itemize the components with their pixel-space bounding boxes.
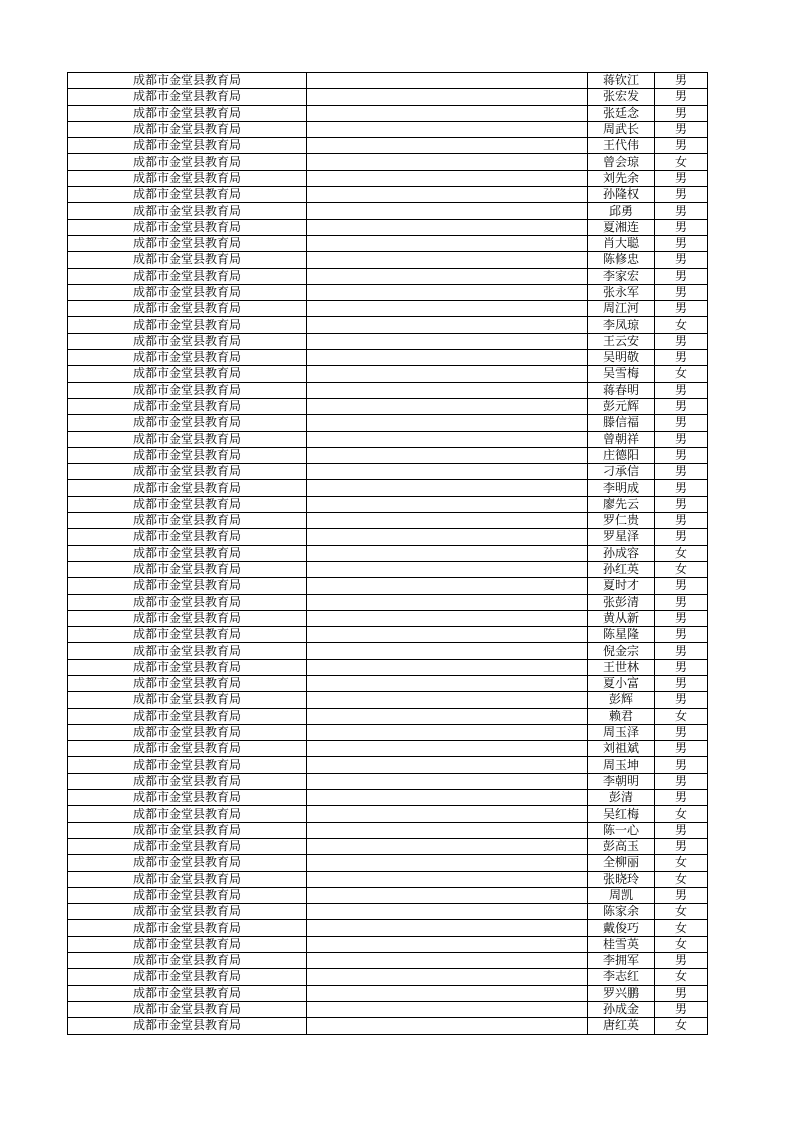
empty-cell bbox=[307, 838, 588, 854]
unit-cell: 成都市金堂县教育局 bbox=[68, 969, 307, 985]
name-cell: 戴俊巧 bbox=[588, 920, 655, 936]
sex-cell: 男 bbox=[655, 773, 708, 789]
unit-cell: 成都市金堂县教育局 bbox=[68, 382, 307, 398]
empty-cell bbox=[307, 513, 588, 529]
name-cell: 周玉坤 bbox=[588, 757, 655, 773]
empty-cell bbox=[307, 675, 588, 691]
sex-cell: 男 bbox=[655, 741, 708, 757]
name-cell: 李明成 bbox=[588, 480, 655, 496]
sex-cell: 女 bbox=[655, 806, 708, 822]
table-row bbox=[68, 708, 708, 724]
table-row bbox=[68, 513, 708, 529]
name-cell: 孙红英 bbox=[588, 561, 655, 577]
table-row bbox=[68, 871, 708, 887]
sex-cell: 女 bbox=[655, 920, 708, 936]
table-row bbox=[68, 317, 708, 333]
name-cell: 彭元辉 bbox=[588, 398, 655, 414]
name-cell: 夏湘连 bbox=[588, 219, 655, 235]
empty-cell bbox=[307, 578, 588, 594]
sex-cell: 男 bbox=[655, 235, 708, 251]
empty-cell bbox=[307, 415, 588, 431]
name-cell: 夏小富 bbox=[588, 675, 655, 691]
sex-cell: 男 bbox=[655, 610, 708, 626]
table-row bbox=[68, 170, 708, 186]
table-row bbox=[68, 1001, 708, 1017]
empty-cell bbox=[307, 464, 588, 480]
unit-cell: 成都市金堂县教育局 bbox=[68, 985, 307, 1001]
unit-cell: 成都市金堂县教育局 bbox=[68, 235, 307, 251]
table-row bbox=[68, 154, 708, 170]
unit-cell: 成都市金堂县教育局 bbox=[68, 627, 307, 643]
sex-cell: 男 bbox=[655, 219, 708, 235]
unit-cell: 成都市金堂县教育局 bbox=[68, 89, 307, 105]
name-cell: 周武长 bbox=[588, 121, 655, 137]
unit-cell: 成都市金堂县教育局 bbox=[68, 431, 307, 447]
table-row bbox=[68, 920, 708, 936]
name-cell: 陈星隆 bbox=[588, 627, 655, 643]
name-cell: 周江河 bbox=[588, 301, 655, 317]
empty-cell bbox=[307, 447, 588, 463]
name-cell: 桂雪英 bbox=[588, 936, 655, 952]
sex-cell: 女 bbox=[655, 317, 708, 333]
name-cell: 孙隆权 bbox=[588, 187, 655, 203]
name-cell: 吴明敬 bbox=[588, 350, 655, 366]
table-row bbox=[68, 675, 708, 691]
table-row bbox=[68, 545, 708, 561]
sex-cell: 男 bbox=[655, 724, 708, 740]
empty-cell bbox=[307, 741, 588, 757]
name-cell: 刘祖斌 bbox=[588, 741, 655, 757]
table-row bbox=[68, 73, 708, 89]
table-row bbox=[68, 268, 708, 284]
table-row bbox=[68, 953, 708, 969]
empty-cell bbox=[307, 219, 588, 235]
name-cell: 蒋春明 bbox=[588, 382, 655, 398]
unit-cell: 成都市金堂县教育局 bbox=[68, 73, 307, 89]
name-cell: 陈修忠 bbox=[588, 252, 655, 268]
table-row bbox=[68, 822, 708, 838]
name-cell: 张晓玲 bbox=[588, 871, 655, 887]
empty-cell bbox=[307, 382, 588, 398]
name-cell: 吴红梅 bbox=[588, 806, 655, 822]
unit-cell: 成都市金堂县教育局 bbox=[68, 822, 307, 838]
name-cell: 张宏发 bbox=[588, 89, 655, 105]
unit-cell: 成都市金堂县教育局 bbox=[68, 447, 307, 463]
sex-cell: 男 bbox=[655, 594, 708, 610]
empty-cell bbox=[307, 480, 588, 496]
name-cell: 李拥军 bbox=[588, 953, 655, 969]
name-cell: 刁承信 bbox=[588, 464, 655, 480]
name-cell: 孙成容 bbox=[588, 545, 655, 561]
unit-cell: 成都市金堂县教育局 bbox=[68, 724, 307, 740]
table-row bbox=[68, 627, 708, 643]
sex-cell: 男 bbox=[655, 887, 708, 903]
unit-cell: 成都市金堂县教育局 bbox=[68, 838, 307, 854]
unit-cell: 成都市金堂县教育局 bbox=[68, 904, 307, 920]
sex-cell: 男 bbox=[655, 675, 708, 691]
empty-cell bbox=[307, 398, 588, 414]
sex-cell: 女 bbox=[655, 154, 708, 170]
sex-cell: 男 bbox=[655, 398, 708, 414]
sex-cell: 女 bbox=[655, 871, 708, 887]
sex-cell: 男 bbox=[655, 301, 708, 317]
table-row bbox=[68, 1018, 708, 1034]
table-row bbox=[68, 333, 708, 349]
table-row bbox=[68, 741, 708, 757]
sex-cell: 男 bbox=[655, 73, 708, 89]
unit-cell: 成都市金堂县教育局 bbox=[68, 773, 307, 789]
name-cell: 蒋钦江 bbox=[588, 73, 655, 89]
empty-cell bbox=[307, 936, 588, 952]
unit-cell: 成都市金堂县教育局 bbox=[68, 936, 307, 952]
empty-cell bbox=[307, 284, 588, 300]
unit-cell: 成都市金堂县教育局 bbox=[68, 708, 307, 724]
sex-cell: 男 bbox=[655, 790, 708, 806]
empty-cell bbox=[307, 545, 588, 561]
sex-cell: 男 bbox=[655, 415, 708, 431]
name-cell: 夏时才 bbox=[588, 578, 655, 594]
sex-cell: 男 bbox=[655, 89, 708, 105]
sex-cell: 男 bbox=[655, 203, 708, 219]
name-cell: 张廷念 bbox=[588, 105, 655, 121]
unit-cell: 成都市金堂县教育局 bbox=[68, 317, 307, 333]
empty-cell bbox=[307, 366, 588, 382]
sex-cell: 男 bbox=[655, 822, 708, 838]
empty-cell bbox=[307, 594, 588, 610]
name-cell: 全柳丽 bbox=[588, 855, 655, 871]
name-cell: 周玉泽 bbox=[588, 724, 655, 740]
unit-cell: 成都市金堂县教育局 bbox=[68, 464, 307, 480]
empty-cell bbox=[307, 855, 588, 871]
unit-cell: 成都市金堂县教育局 bbox=[68, 138, 307, 154]
empty-cell bbox=[307, 1001, 588, 1017]
unit-cell: 成都市金堂县教育局 bbox=[68, 741, 307, 757]
unit-cell: 成都市金堂县教育局 bbox=[68, 561, 307, 577]
sex-cell: 男 bbox=[655, 643, 708, 659]
unit-cell: 成都市金堂县教育局 bbox=[68, 513, 307, 529]
sex-cell: 男 bbox=[655, 252, 708, 268]
empty-cell bbox=[307, 985, 588, 1001]
table-row bbox=[68, 985, 708, 1001]
unit-cell: 成都市金堂县教育局 bbox=[68, 953, 307, 969]
sex-cell: 男 bbox=[655, 578, 708, 594]
empty-cell bbox=[307, 871, 588, 887]
name-cell: 陈家余 bbox=[588, 904, 655, 920]
name-cell: 吴雪梅 bbox=[588, 366, 655, 382]
table-row bbox=[68, 773, 708, 789]
sex-cell: 男 bbox=[655, 447, 708, 463]
table-row bbox=[68, 969, 708, 985]
name-cell: 张永军 bbox=[588, 284, 655, 300]
name-cell: 邱勇 bbox=[588, 203, 655, 219]
table-row bbox=[68, 284, 708, 300]
sex-cell: 男 bbox=[655, 659, 708, 675]
unit-cell: 成都市金堂县教育局 bbox=[68, 610, 307, 626]
unit-cell: 成都市金堂县教育局 bbox=[68, 480, 307, 496]
table-row bbox=[68, 447, 708, 463]
empty-cell bbox=[307, 773, 588, 789]
sex-cell: 女 bbox=[655, 545, 708, 561]
sex-cell: 女 bbox=[655, 904, 708, 920]
sex-cell: 男 bbox=[655, 953, 708, 969]
table-row bbox=[68, 415, 708, 431]
name-cell: 罗星泽 bbox=[588, 529, 655, 545]
empty-cell bbox=[307, 268, 588, 284]
table-row bbox=[68, 887, 708, 903]
table-row bbox=[68, 724, 708, 740]
unit-cell: 成都市金堂县教育局 bbox=[68, 170, 307, 186]
sex-cell: 男 bbox=[655, 1001, 708, 1017]
empty-cell bbox=[307, 953, 588, 969]
sex-cell: 男 bbox=[655, 464, 708, 480]
unit-cell: 成都市金堂县教育局 bbox=[68, 203, 307, 219]
roster-table bbox=[67, 72, 708, 1035]
unit-cell: 成都市金堂县教育局 bbox=[68, 920, 307, 936]
empty-cell bbox=[307, 822, 588, 838]
table-row bbox=[68, 187, 708, 203]
name-cell: 李朝明 bbox=[588, 773, 655, 789]
empty-cell bbox=[307, 154, 588, 170]
unit-cell: 成都市金堂县教育局 bbox=[68, 366, 307, 382]
sex-cell: 男 bbox=[655, 333, 708, 349]
table-row bbox=[68, 757, 708, 773]
unit-cell: 成都市金堂县教育局 bbox=[68, 350, 307, 366]
name-cell: 罗仁贵 bbox=[588, 513, 655, 529]
empty-cell bbox=[307, 920, 588, 936]
empty-cell bbox=[307, 431, 588, 447]
sex-cell: 女 bbox=[655, 366, 708, 382]
sex-cell: 女 bbox=[655, 969, 708, 985]
sex-cell: 男 bbox=[655, 350, 708, 366]
name-cell: 刘先余 bbox=[588, 170, 655, 186]
empty-cell bbox=[307, 724, 588, 740]
table-row bbox=[68, 790, 708, 806]
sex-cell: 男 bbox=[655, 121, 708, 137]
table-row bbox=[68, 561, 708, 577]
sex-cell: 女 bbox=[655, 855, 708, 871]
table-row bbox=[68, 105, 708, 121]
sex-cell: 女 bbox=[655, 708, 708, 724]
sex-cell: 男 bbox=[655, 496, 708, 512]
name-cell: 陈一心 bbox=[588, 822, 655, 838]
empty-cell bbox=[307, 806, 588, 822]
name-cell: 滕信福 bbox=[588, 415, 655, 431]
table-row bbox=[68, 904, 708, 920]
table-row bbox=[68, 398, 708, 414]
unit-cell: 成都市金堂县教育局 bbox=[68, 659, 307, 675]
empty-cell bbox=[307, 887, 588, 903]
empty-cell bbox=[307, 757, 588, 773]
unit-cell: 成都市金堂县教育局 bbox=[68, 806, 307, 822]
sex-cell: 男 bbox=[655, 382, 708, 398]
sex-cell: 男 bbox=[655, 627, 708, 643]
unit-cell: 成都市金堂县教育局 bbox=[68, 268, 307, 284]
empty-cell bbox=[307, 333, 588, 349]
unit-cell: 成都市金堂县教育局 bbox=[68, 219, 307, 235]
sex-cell: 男 bbox=[655, 480, 708, 496]
unit-cell: 成都市金堂县教育局 bbox=[68, 887, 307, 903]
name-cell: 彭清 bbox=[588, 790, 655, 806]
sex-cell: 男 bbox=[655, 985, 708, 1001]
name-cell: 黄从新 bbox=[588, 610, 655, 626]
unit-cell: 成都市金堂县教育局 bbox=[68, 415, 307, 431]
table-row bbox=[68, 366, 708, 382]
empty-cell bbox=[307, 105, 588, 121]
sex-cell: 男 bbox=[655, 431, 708, 447]
table-row bbox=[68, 594, 708, 610]
name-cell: 李家宏 bbox=[588, 268, 655, 284]
name-cell: 倪金宗 bbox=[588, 643, 655, 659]
table-row bbox=[68, 301, 708, 317]
table-row bbox=[68, 936, 708, 952]
unit-cell: 成都市金堂县教育局 bbox=[68, 1001, 307, 1017]
name-cell: 罗兴鹏 bbox=[588, 985, 655, 1001]
name-cell: 王云安 bbox=[588, 333, 655, 349]
empty-cell bbox=[307, 904, 588, 920]
empty-cell bbox=[307, 659, 588, 675]
unit-cell: 成都市金堂县教育局 bbox=[68, 871, 307, 887]
unit-cell: 成都市金堂县教育局 bbox=[68, 284, 307, 300]
empty-cell bbox=[307, 187, 588, 203]
sex-cell: 男 bbox=[655, 757, 708, 773]
table-row bbox=[68, 643, 708, 659]
unit-cell: 成都市金堂县教育局 bbox=[68, 333, 307, 349]
empty-cell bbox=[307, 790, 588, 806]
name-cell: 廖先云 bbox=[588, 496, 655, 512]
empty-cell bbox=[307, 529, 588, 545]
name-cell: 王世林 bbox=[588, 659, 655, 675]
table-row bbox=[68, 252, 708, 268]
empty-cell bbox=[307, 138, 588, 154]
sex-cell: 男 bbox=[655, 138, 708, 154]
table-row bbox=[68, 138, 708, 154]
name-cell: 孙成金 bbox=[588, 1001, 655, 1017]
table-row bbox=[68, 219, 708, 235]
name-cell: 李志红 bbox=[588, 969, 655, 985]
unit-cell: 成都市金堂县教育局 bbox=[68, 301, 307, 317]
unit-cell: 成都市金堂县教育局 bbox=[68, 675, 307, 691]
empty-cell bbox=[307, 203, 588, 219]
sex-cell: 女 bbox=[655, 1018, 708, 1034]
table-row bbox=[68, 578, 708, 594]
name-cell: 张彭清 bbox=[588, 594, 655, 610]
sex-cell: 男 bbox=[655, 838, 708, 854]
name-cell: 王代伟 bbox=[588, 138, 655, 154]
name-cell: 唐红英 bbox=[588, 1018, 655, 1034]
table-row bbox=[68, 350, 708, 366]
empty-cell bbox=[307, 73, 588, 89]
name-cell: 曾会琼 bbox=[588, 154, 655, 170]
table-row bbox=[68, 659, 708, 675]
empty-cell bbox=[307, 350, 588, 366]
unit-cell: 成都市金堂县教育局 bbox=[68, 578, 307, 594]
table-row bbox=[68, 806, 708, 822]
table-row bbox=[68, 89, 708, 105]
empty-cell bbox=[307, 1018, 588, 1034]
table-row bbox=[68, 855, 708, 871]
empty-cell bbox=[307, 496, 588, 512]
unit-cell: 成都市金堂县教育局 bbox=[68, 594, 307, 610]
unit-cell: 成都市金堂县教育局 bbox=[68, 757, 307, 773]
unit-cell: 成都市金堂县教育局 bbox=[68, 105, 307, 121]
unit-cell: 成都市金堂县教育局 bbox=[68, 1018, 307, 1034]
empty-cell bbox=[307, 969, 588, 985]
table-row bbox=[68, 529, 708, 545]
empty-cell bbox=[307, 170, 588, 186]
sex-cell: 男 bbox=[655, 513, 708, 529]
sex-cell: 男 bbox=[655, 105, 708, 121]
table-row bbox=[68, 235, 708, 251]
table-row bbox=[68, 431, 708, 447]
name-cell: 周凯 bbox=[588, 887, 655, 903]
empty-cell bbox=[307, 235, 588, 251]
name-cell: 李凤琼 bbox=[588, 317, 655, 333]
unit-cell: 成都市金堂县教育局 bbox=[68, 855, 307, 871]
unit-cell: 成都市金堂县教育局 bbox=[68, 187, 307, 203]
table-row bbox=[68, 203, 708, 219]
table-row bbox=[68, 692, 708, 708]
empty-cell bbox=[307, 627, 588, 643]
name-cell: 庄德阳 bbox=[588, 447, 655, 463]
unit-cell: 成都市金堂县教育局 bbox=[68, 398, 307, 414]
sex-cell: 男 bbox=[655, 529, 708, 545]
empty-cell bbox=[307, 121, 588, 137]
table-row bbox=[68, 480, 708, 496]
empty-cell bbox=[307, 692, 588, 708]
roster-body bbox=[68, 73, 708, 1035]
unit-cell: 成都市金堂县教育局 bbox=[68, 496, 307, 512]
unit-cell: 成都市金堂县教育局 bbox=[68, 692, 307, 708]
table-row bbox=[68, 496, 708, 512]
unit-cell: 成都市金堂县教育局 bbox=[68, 252, 307, 268]
table-row bbox=[68, 382, 708, 398]
sex-cell: 男 bbox=[655, 170, 708, 186]
name-cell: 肖大聪 bbox=[588, 235, 655, 251]
unit-cell: 成都市金堂县教育局 bbox=[68, 643, 307, 659]
name-cell: 赖君 bbox=[588, 708, 655, 724]
sex-cell: 女 bbox=[655, 561, 708, 577]
sex-cell: 男 bbox=[655, 692, 708, 708]
empty-cell bbox=[307, 252, 588, 268]
unit-cell: 成都市金堂县教育局 bbox=[68, 545, 307, 561]
unit-cell: 成都市金堂县教育局 bbox=[68, 790, 307, 806]
unit-cell: 成都市金堂县教育局 bbox=[68, 529, 307, 545]
empty-cell bbox=[307, 610, 588, 626]
empty-cell bbox=[307, 317, 588, 333]
empty-cell bbox=[307, 708, 588, 724]
empty-cell bbox=[307, 643, 588, 659]
name-cell: 彭高玉 bbox=[588, 838, 655, 854]
table-row bbox=[68, 610, 708, 626]
unit-cell: 成都市金堂县教育局 bbox=[68, 121, 307, 137]
sex-cell: 女 bbox=[655, 936, 708, 952]
table-row bbox=[68, 121, 708, 137]
sex-cell: 男 bbox=[655, 268, 708, 284]
empty-cell bbox=[307, 301, 588, 317]
empty-cell bbox=[307, 561, 588, 577]
empty-cell bbox=[307, 89, 588, 105]
name-cell: 彭辉 bbox=[588, 692, 655, 708]
sex-cell: 男 bbox=[655, 284, 708, 300]
table-row bbox=[68, 838, 708, 854]
name-cell: 曾朝祥 bbox=[588, 431, 655, 447]
table-row bbox=[68, 464, 708, 480]
unit-cell: 成都市金堂县教育局 bbox=[68, 154, 307, 170]
sex-cell: 男 bbox=[655, 187, 708, 203]
